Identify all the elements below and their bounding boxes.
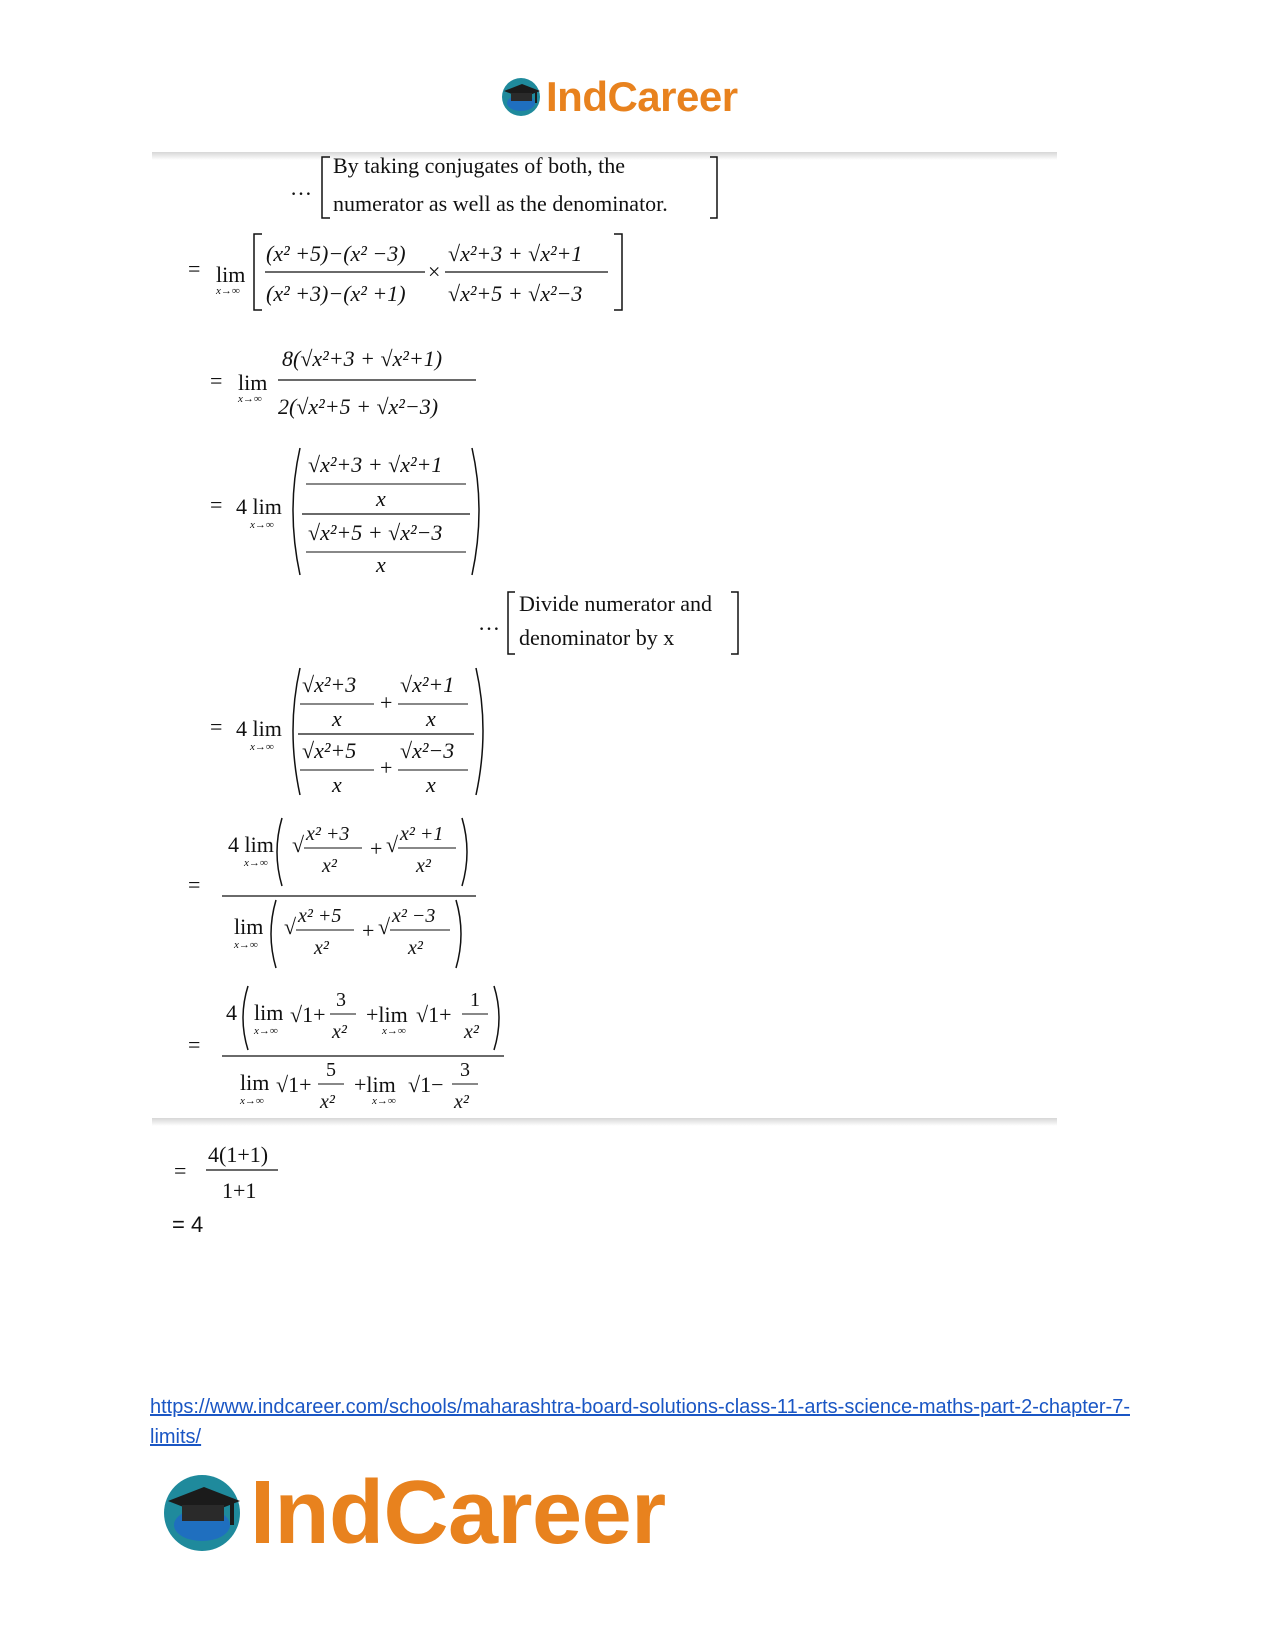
step-3 [210,448,479,577]
svg-text:x: x [376,552,386,577]
svg-text:x→∞: x→∞ [250,519,274,531]
svg-text:x²: x² [454,1091,469,1113]
svg-text:x²: x² [322,855,337,877]
svg-text:=: = [188,1032,201,1057]
svg-text:…: … [290,175,312,200]
graduation-cap-icon [160,1471,244,1555]
svg-text:4: 4 [226,1000,237,1025]
svg-text:√: √ [284,914,297,939]
svg-text:x→∞: x→∞ [254,1025,278,1037]
svg-text:x→∞: x→∞ [216,285,240,297]
svg-text:x→∞: x→∞ [372,1095,396,1107]
svg-text:x² +5: x² +5 [298,905,342,927]
svg-text:√x²+3 + √x²+1: √x²+3 + √x²+1 [448,241,583,266]
final-numerator: 4(1+1) [208,1142,269,1167]
svg-text:+lim: +lim [366,1002,408,1027]
svg-text:3: 3 [460,1059,470,1081]
step-5 [188,818,476,968]
step-2 [210,346,476,419]
svg-text:=: = [174,1158,187,1183]
svg-text:x: x [332,772,342,797]
svg-text:x² +1: x² +1 [400,823,444,845]
step-4 [210,668,483,797]
svg-text:=: = [210,368,223,393]
svg-text:x²: x² [464,1021,479,1043]
svg-text:x²: x² [314,937,329,959]
svg-text:3: 3 [336,989,346,1011]
svg-text:x→∞: x→∞ [238,393,262,405]
svg-text:x: x [426,706,436,731]
svg-text:+: + [380,755,393,780]
svg-text:x→∞: x→∞ [234,939,258,951]
svg-text:2(√x²+5 + √x²−3): 2(√x²+5 + √x²−3) [278,394,439,419]
svg-text:√x²+5 + √x²−3: √x²+5 + √x²−3 [448,281,583,306]
indcareer-logo-bottom [160,1463,666,1563]
final-result: = 4 [172,1212,204,1237]
svg-text:…: … [478,610,500,635]
svg-text:x² +3: x² +3 [306,823,350,845]
svg-text:x→∞: x→∞ [240,1095,264,1107]
svg-text:+lim: +lim [354,1072,396,1097]
note-conjugates-line2: numerator as well as the denominator. [333,191,668,216]
note-conjugates [290,153,717,218]
svg-text:x: x [332,706,342,731]
svg-text:=: = [210,714,223,739]
svg-text:lim: lim [238,370,268,395]
final-denominator: 1+1 [222,1178,257,1203]
svg-text:√1+: √1+ [276,1072,312,1097]
step-6 [188,986,504,1113]
svg-text:5: 5 [326,1059,336,1081]
svg-text:4 lim: 4 lim [236,494,282,519]
svg-text:√x²−3: √x²−3 [400,738,455,763]
svg-text:8(√x²+3 + √x²+1): 8(√x²+3 + √x²+1) [282,346,443,371]
svg-text:√1+: √1+ [416,1002,452,1027]
note-conjugates-line1: By taking conjugates of both, the [333,153,626,178]
step-1 [188,234,622,310]
svg-text:x² −3: x² −3 [392,905,436,927]
svg-text:x²: x² [408,937,423,959]
svg-text:√: √ [292,832,305,857]
svg-text:x→∞: x→∞ [382,1025,406,1037]
svg-text:√x²+5 + √x²−3: √x²+5 + √x²−3 [308,520,443,545]
svg-text:x→∞: x→∞ [244,857,268,869]
svg-text:4 lim: 4 lim [228,832,274,857]
svg-text:x²: x² [320,1091,335,1113]
svg-text:=: = [188,256,201,281]
svg-text:lim: lim [234,914,264,939]
brand-name: IndCareer [250,1463,666,1563]
final-step [172,1142,278,1237]
svg-text:+: + [362,918,375,943]
svg-text:=: = [210,492,223,517]
svg-text:x: x [426,772,436,797]
svg-text:(x² +3)−(x² +1): (x² +3)−(x² +1) [266,281,406,306]
svg-text:√x²+1: √x²+1 [400,672,455,697]
note-divide-line2: denominator by x [519,625,675,650]
svg-text:1: 1 [470,989,480,1011]
svg-text:√x²+3 + √x²+1: √x²+3 + √x²+1 [308,452,443,477]
brand-name: IndCareer [546,73,738,120]
svg-text:√1+: √1+ [290,1002,326,1027]
svg-text:√x²+3: √x²+3 [302,672,357,697]
svg-text:x→∞: x→∞ [250,741,274,753]
svg-text:x²: x² [416,855,431,877]
svg-text:4 lim: 4 lim [236,716,282,741]
svg-text:=: = [188,872,201,897]
svg-text:√x²+5: √x²+5 [302,738,357,763]
svg-text:√1−: √1− [408,1072,444,1097]
note-divide-line1: Divide numerator and [519,591,713,616]
note-divide [478,591,738,654]
svg-text:(x² +5)−(x² −3): (x² +5)−(x² −3) [266,241,406,266]
svg-text:+: + [370,836,383,861]
svg-text:√: √ [378,914,391,939]
svg-text:lim: lim [240,1070,270,1095]
svg-text:√: √ [386,832,399,857]
svg-text:lim: lim [216,262,246,287]
svg-text:×: × [428,259,441,284]
svg-text:x: x [376,486,386,511]
svg-text:+: + [380,690,393,715]
svg-text:lim: lim [254,1000,284,1025]
source-link[interactable]: https://www.indcareer.com/schools/maharashtra-board-solutions-class-11-arts-science-maths-part-2-chapter-7-limits/ [150,1396,1130,1448]
svg-text:x²: x² [332,1021,347,1043]
